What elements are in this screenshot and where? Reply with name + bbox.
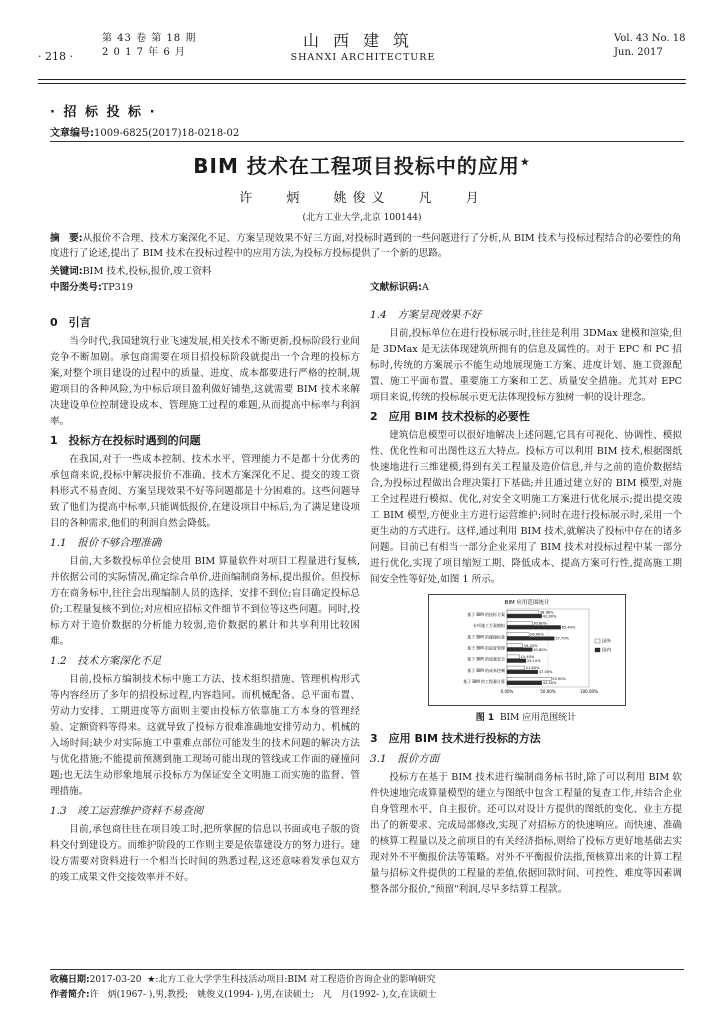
data-label: 26.90% [530, 632, 544, 637]
received-date: 2017-03-20 [89, 975, 142, 985]
legend-label: 国外 [602, 639, 612, 645]
title-rule [50, 141, 684, 142]
category-label: 基于 BIM 的成本控制 [467, 667, 505, 673]
paragraph: 目前,承包商往往在项目竣工时,把所掌握的信息以书面或电子版的资料交付到建设方。而维护阶段的工作则主要是依靠建设方的努力进行。建设方需要对资料进行一个相当长时间的熟悉过程,这还意味着发承包双方的竣工成果文件交接效率并不好。 [50, 824, 360, 883]
article-number [50, 124, 239, 139]
paper-title-text: BIM 技术在工程项目投标中的应用 [193, 154, 520, 178]
paragraph: 投标方在基于 BIM 技术进行编制商务标书时,除了可以利用 BIM 软件快速地完成算量模型的建立与图纸中包含工程量的复查工作,并结合企业自身管理水平、自主报价。还可以对设计方提供的图纸的变化、业主方提出了的新要求、完成局部修改,实现了对招标方的快速响应。而快速、准确的核算工程量以及之前项目的有关经济指标,则给了投标方更好地基础去实现对外不平衡报价法等策略。对外不平衡报价法指,预核算出来的计算工程量与招标文件提供的工程量的差值,依据回款时间、可控性、难度等因素调整各部分报价,"预留"利润,尽早多结算工程款。 [370, 772, 682, 895]
paragraph: 在我国,对于一些成本控制、技术水平、管理能力不是都十分优秀的承包商来说,投标中解决报价不准确、技术方案深化不足、提交的竣工资料形式不易查阅、方案呈现效果不好等问题都是十分困难的。这些问题导致了他们为提高中标率,只能调低报价,在建设项目中标后,为了满足建设项目的各种需求,他们的利润自然会降低。 [50, 454, 360, 529]
data-label: 38.90% [539, 610, 554, 615]
date-cn: 2 0 1 7 年 6 月 [102, 47, 186, 58]
keywords-text: BIM 技术,投标,报价,竣工资料 [82, 266, 212, 277]
abstract-text: 从报价不合理、技术方案深化不足、方案呈现效果不好三方面,对投标时遇到的一些问题进行了分析,从 BIM 技术与投标过程结合的必要性的角度进行了论述,提出了 BIM 技术在投标过程中的应用方法,为投标方投标提供了一个新的思路。 [50, 233, 682, 259]
paragraph: 目前,投标单位在进行投标展示时,往往是利用 3DMax 建模和渲染,但是 3DMax 是无法体现建筑所拥有的信息及属性的。对于 EPC 和 PC 招标时,传统的方案展示不能生动地展现施工方案、进度计划、施工资源配置、施工平面布置、重要施工方案和工艺、质量安全措施。尤其对 EPC 项目来说,传统的投标展示更无法体现投标方独树一帜的设计理念。 [370, 328, 682, 403]
bar-foreign [507, 666, 525, 670]
figure-caption [370, 710, 682, 726]
chart-title: BIM 应用范围统计 [504, 600, 550, 606]
data-label: 57.70% [555, 636, 570, 641]
subsection-heading-1-1: 1.1 报价不够合理准确 [50, 537, 162, 549]
fund-text: :北方工业大学学生科技活动项目:BIM 对工程造价咨询企业的影响研究 [155, 975, 436, 985]
volume-en: Vol. 43 No. 18 [614, 33, 686, 44]
data-label: 19.20% [523, 643, 538, 648]
classification [50, 279, 133, 293]
abstract-label: 摘 要: [50, 233, 83, 244]
author-info-label: 作者简介: [50, 990, 90, 1000]
journal-name-en: SHANXI ARCHITECTURE [290, 52, 436, 63]
bar-domestic [507, 614, 542, 618]
paper-title [40, 150, 684, 179]
paragraph: 目前,大多数投标单位会使用 BIM 算量软件对项目工程量进行复核,并依据公司的实际情况,确定综合单价,进而编制商务标,提出报价。但投标方在商务标中,往往会出现编制人员的选择、安排不到位;盲目确定投标总价;工程量复核不到位;对应相应招标文件细节不到位等这些问题。同时,投标方对于造价数据的分析能力较弱,造价数据的累计和共享利用比较困难。 [50, 556, 360, 647]
bar-domestic [507, 637, 554, 641]
legend-swatch [595, 639, 600, 643]
author-1: 许 炳 [239, 191, 306, 206]
journal-name [238, 28, 488, 63]
x-tick-label: 0.00% [500, 689, 514, 694]
bar-foreign [507, 610, 539, 614]
document-id-label: 文献标识码: [370, 282, 422, 293]
paragraph: 当今时代,我国建筑行业飞速发展,相关技术不断更新,投标阶段行业间竞争不断加剧。承包商需要在项目招投标阶段就提出一个合理的投标方案,对整个项目建设的过程中的质量、进度、成本都要进行严格的控制,规避项目的各种风险,为中标后项目盈利做好铺垫,这就需要 BIM 技术来解决建设单位控制建设成本、管理施工过程的难题,从而提高中标率与利润率。 [50, 336, 360, 427]
abstract [50, 231, 682, 261]
classification-value: TP319 [101, 282, 133, 293]
footnote [50, 973, 684, 1003]
received-label: 收稿日期: [50, 975, 90, 985]
section-heading-2: 2 应用 BIM 技术投标的必要性 [370, 410, 530, 423]
paragraph: 建筑信息模型可以很好地解决上述问题,它具有可视化、协调性、模拟性、优化性和可出图性这五大特点。投标方可以利用 BIM 技术,根据图纸快速地进行三维建模,得到有关工程量及造价信息,并与之前的造价数据结合,为投标过程做出合理决策打下基础;并且通过建立好的 BIM 模型,对施工全过程进行模拟、优化,对安全文明施工方案进行优化展示;提出提交竣工 BIM 模型,方便业主方进行运营维护;同时在进行投标展示时,采用一个更生动的方式进行。这样,通过利用 BIM 技术,就解决了投标中存在的诸多问题。目前已有相当一部分企业采用了 BIM 技术对投标过程中某一部分进行优化,实现了项目缩短工期、降低成本、提高方案可行性,提高施工期间安全性等好处,如图 1 所示。 [370, 430, 682, 585]
bar-foreign [507, 655, 520, 659]
bar-foreign [507, 644, 523, 648]
issue-info [102, 32, 196, 60]
document-id-value: A [421, 282, 429, 293]
page-number: · 218 · [38, 50, 73, 63]
bar-domestic [507, 670, 538, 674]
bar-domestic [507, 659, 526, 663]
data-label: 37.50% [538, 670, 553, 675]
keywords-label: 关键词: [50, 266, 83, 277]
figure-1 [428, 594, 626, 706]
data-label: 65.40% [561, 625, 576, 630]
footnote-authors [50, 988, 684, 1003]
data-label: 30.80% [533, 621, 547, 626]
author-2: 姚俊义 [333, 191, 391, 206]
category-label: 基于 BIM 的投标方案 [467, 612, 505, 618]
data-label: 42.30% [542, 681, 557, 686]
volume-cn: 第 43 卷 第 18 期 [102, 33, 197, 44]
header-rule [38, 79, 686, 84]
category-label: 基于 BIM 的工程量计算 [463, 678, 505, 684]
bar-foreign [507, 633, 529, 637]
date-en: Jun. 2017 [614, 47, 663, 58]
category-label: 专项施工方案模拟 [473, 623, 505, 629]
category-label: 基于 BIM 的进度管理 [467, 645, 505, 651]
article-number-value: 1009-6825(2017)18-0218-02 [94, 128, 240, 139]
journal-name-cn: 山西建筑 [302, 31, 423, 50]
category-label: 基于 BIM 的质量安全 [467, 656, 505, 662]
footnote-rule [50, 969, 684, 970]
section-heading-1: 1 投标方在投标时遇到的问题 [50, 434, 201, 447]
data-label: 21.60% [525, 666, 540, 671]
legend-label: 国内 [602, 648, 612, 654]
author-list [40, 187, 684, 206]
subsection-heading-1-4: 1.4 方案呈现效果不好 [370, 309, 482, 321]
bim-usage-chart [429, 595, 625, 705]
bar-foreign [507, 621, 532, 625]
figure-caption-text: BIM 应用范围统计 [499, 713, 577, 723]
x-tick-label: 100.00% [580, 689, 598, 694]
author-info: 许 炳(1967- ),男,教授; 姚俊义(1994- ),男,在读硕士; 凡 月(1992- ),女,在读硕士 [89, 990, 437, 1000]
data-label: 53.90% [552, 677, 566, 682]
classification-label: 中图分类号: [50, 282, 102, 293]
author-3: 凡 月 [418, 191, 485, 206]
fund-star-icon: ★ [147, 975, 156, 985]
affiliation: (北方工业大学,北京 100144) [302, 213, 422, 223]
paragraph: 目前,投标方编制技术标中施工方法、技术组织措施、管理机构形式等内容经历了多年的招投标过程,内容趋同。而机械配备、总平面布置、劳动力安排、工期进度等方面则主要由投标方依靠施工方本身的管理经验、定额资料等得来。这就导致了投标方很难准确地安排劳动力、机械的入场时间;缺少对实际施工中重难点部位可能发生的技术问题的解决方法与优化措施;不能提前预测到施工现场可能出现的管线或工作面的碰撞问题;也无法生动形象地展示投标方为保证安全文明施工而实施的监督、管理措施。 [50, 674, 360, 797]
data-label: 42.30% [542, 614, 557, 619]
bar-domestic [507, 681, 542, 685]
subsection-heading-3-1: 3.1 报价方面 [370, 753, 440, 765]
bar-domestic [507, 648, 532, 652]
footnote-received [50, 973, 684, 988]
legend-swatch [595, 648, 600, 652]
keywords [50, 263, 211, 277]
data-label: 30.80% [533, 647, 547, 652]
left-column [50, 312, 360, 886]
x-tick-label: 50.00% [540, 689, 556, 694]
figure-caption-number: 图 1 [475, 713, 495, 723]
bar-domestic [507, 625, 561, 629]
subsection-heading-1-2: 1.2 技术方案深化不足 [50, 655, 162, 667]
fund-star-icon: ★ [519, 155, 531, 169]
section-tag: · 招 标 投 标 · [50, 105, 157, 120]
right-column [370, 304, 682, 898]
data-label: 15.40% [520, 654, 535, 659]
document-id [370, 279, 429, 293]
section-heading-0: 0 引言 [50, 316, 91, 329]
page-header [38, 26, 686, 86]
subsection-heading-1-3: 1.3 竣工运营维护资料不易查阅 [50, 805, 204, 817]
article-number-label: 文章编号: [50, 128, 94, 139]
category-label: 基于 BIM 的碰撞检查 [467, 634, 505, 640]
header-right [614, 32, 686, 60]
section-heading-3: 3 应用 BIM 技术进行投标的方法 [370, 732, 541, 745]
data-label: 23.10% [526, 658, 541, 663]
